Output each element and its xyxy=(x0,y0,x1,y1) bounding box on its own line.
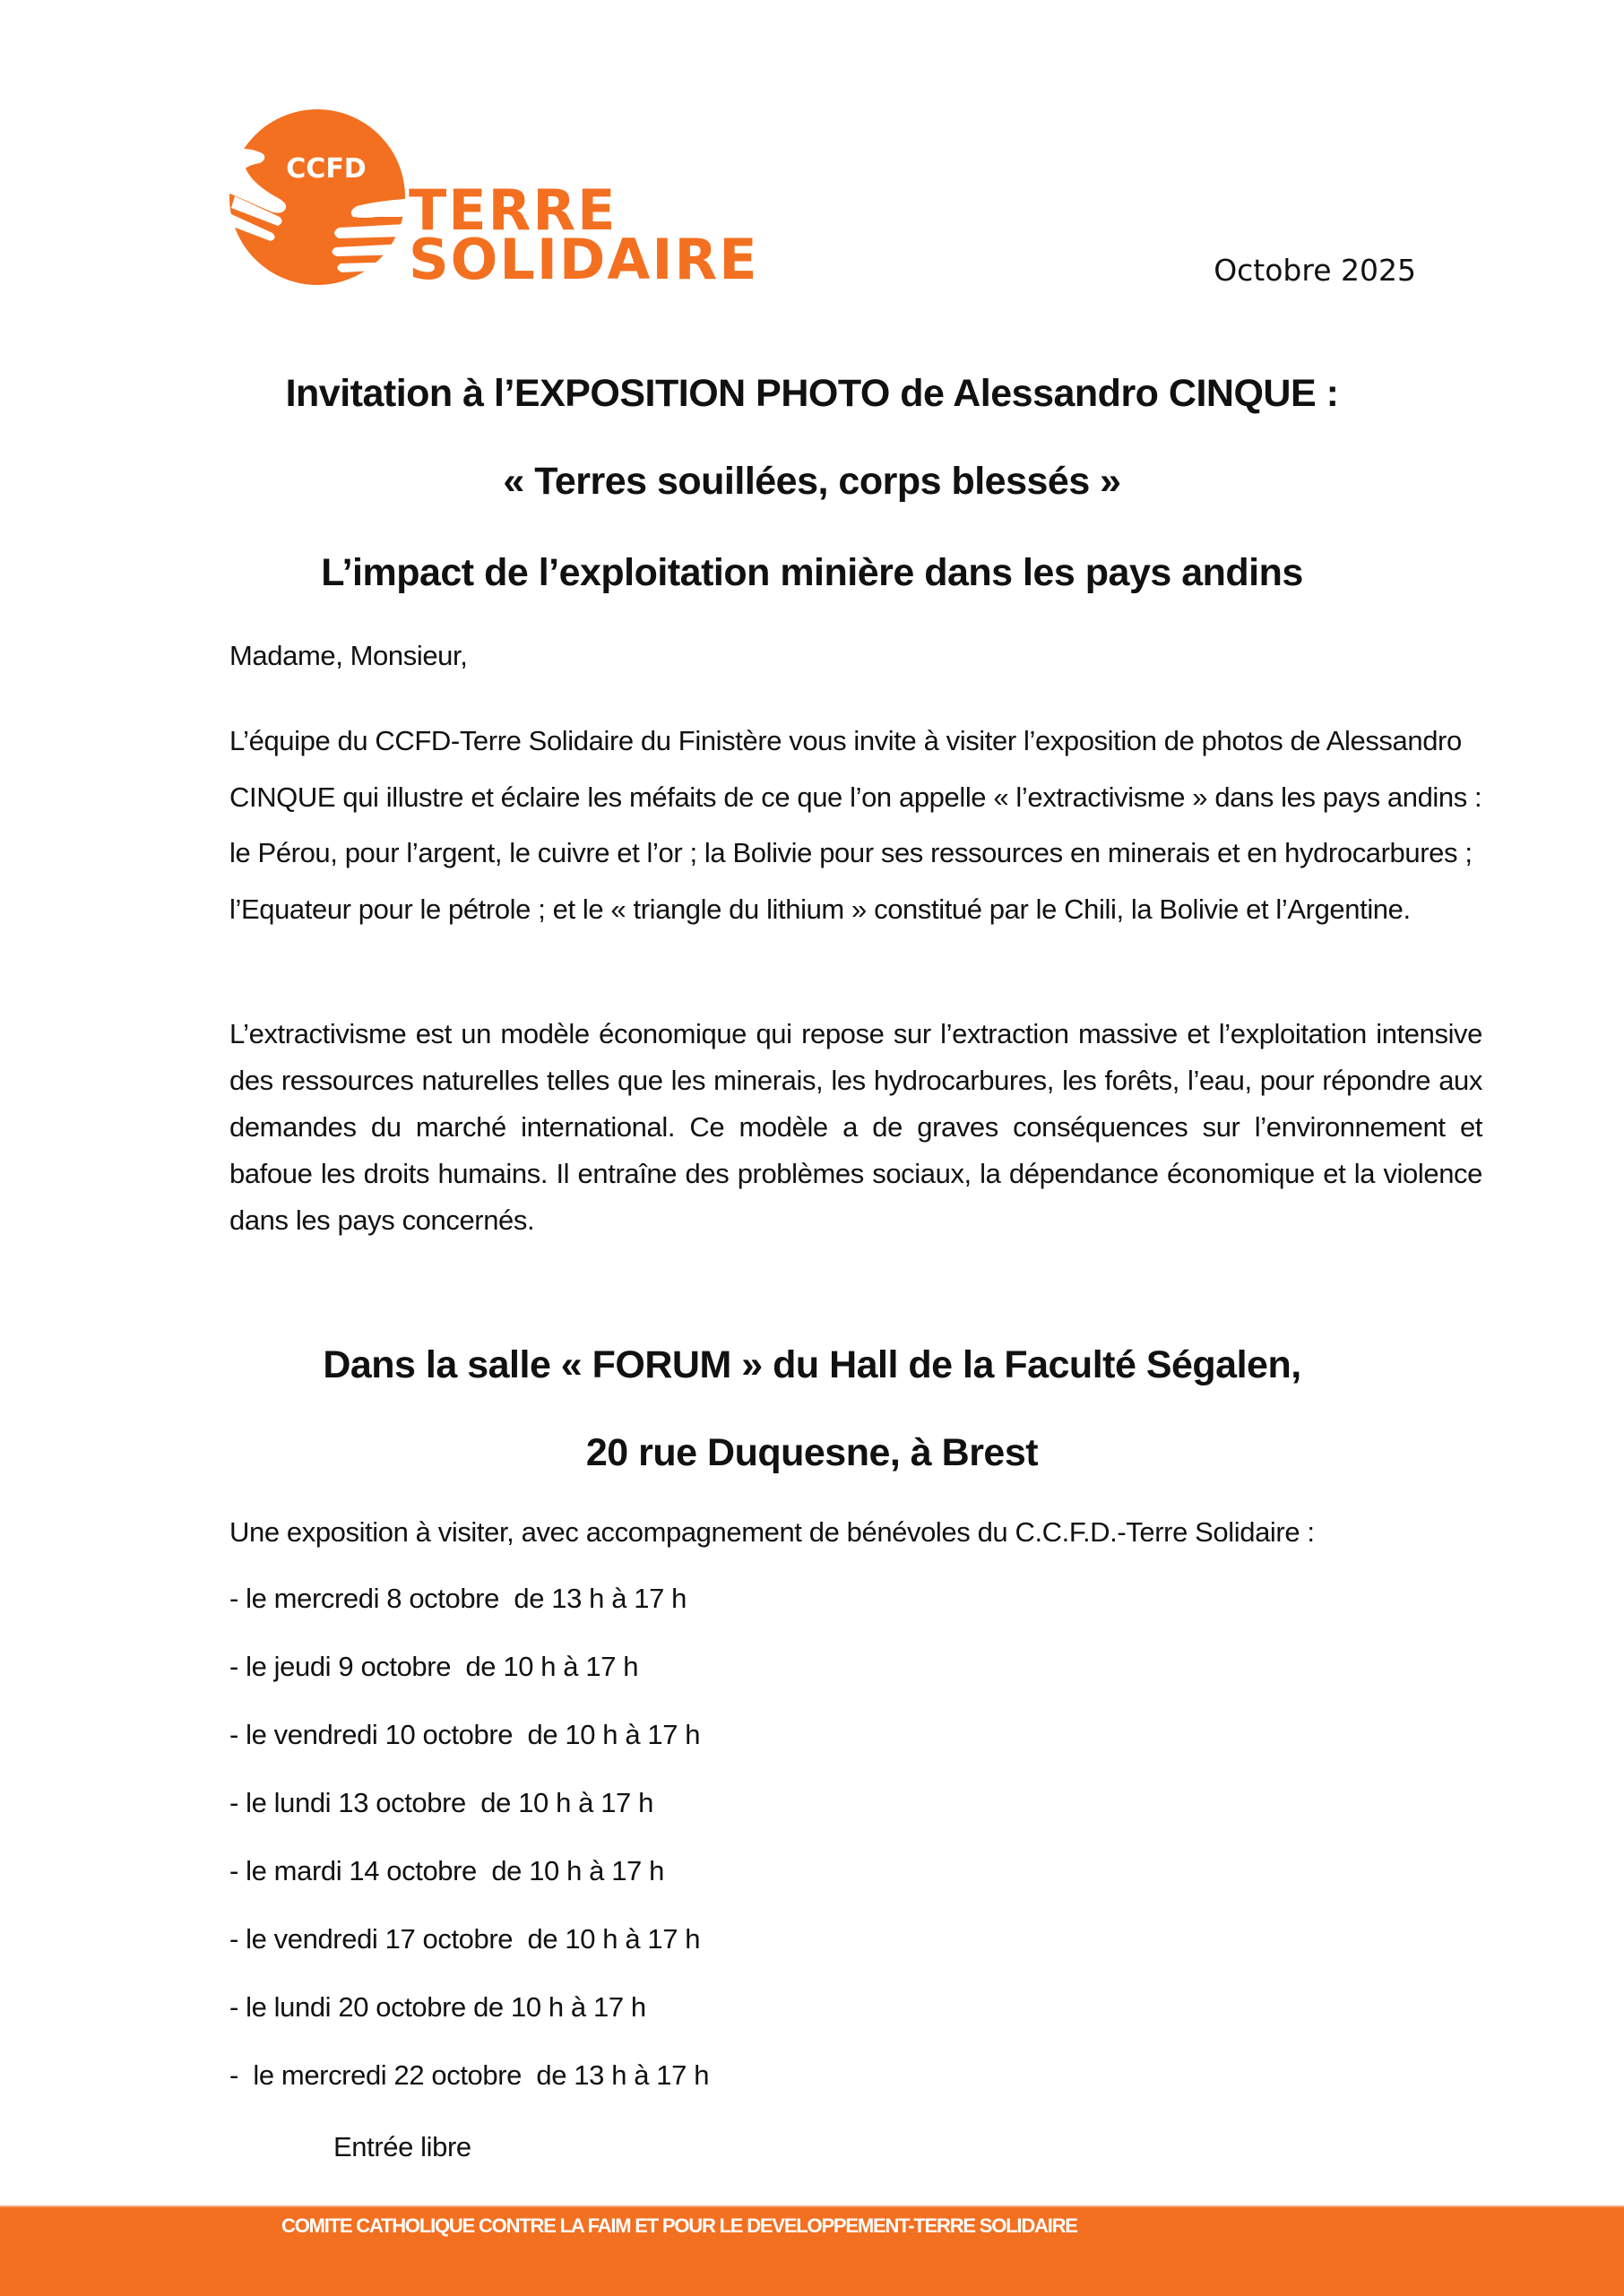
intro-paragraph: L’équipe du CCFD-Terre Solidaire du Finistère vous invite à visiter l’exposition de photos de Alessandro CINQUE qui illustre et éclaire les méfaits de ce que l’on appelle « l’extractivisme » dans les pays andins : le Pérou, pour l’argent, le cuivre et l’or ; la Bolivie pour ses ressources en minerais et en hydrocarbures ; l’Equateur pour le pétrole ; et le « triangle du lithium » constitué par le Chili, la Bolivie et l’Argentine. xyxy=(229,725,1482,925)
schedule-item: - le vendredi 17 octobre de 10 h à 17 h xyxy=(229,1923,701,1955)
schedule-list xyxy=(229,1583,709,2128)
ccfd-terre-solidaire-logo xyxy=(226,102,764,290)
logo-wordmark-terre: TERRE xyxy=(409,177,618,243)
schedule-item: - le mercredi 22 octobre de 13 h à 17 h xyxy=(229,2059,710,2091)
schedule-item: - le vendredi 10 octobre de 10 h à 17 h xyxy=(229,1719,701,1750)
schedule-item: - le jeudi 9 octobre de 10 h à 17 h xyxy=(229,1651,639,1682)
footer-organization-name: COMITE CATHOLIQUE CONTRE LA FAIM ET POUR LE DEVELOPPEMENT-TERRE SOLIDAIRE xyxy=(281,2214,1077,2237)
exhibition-subtitle: L’impact de l’exploitation minière dans les pays andins xyxy=(321,551,1303,594)
salutation: Madame, Monsieur, xyxy=(229,640,468,671)
document-date: Octobre 2025 xyxy=(1214,253,1416,288)
logo-wordmark-solidaire: SOLIDAIRE xyxy=(409,227,759,292)
venue-address: 20 rue Duquesne, à Brest xyxy=(585,1431,1039,1474)
logo-badge-text: CCFD xyxy=(286,153,367,185)
hands-circle-icon xyxy=(226,102,405,290)
exhibition-name: « Terres souillées, corps blessés » xyxy=(503,460,1121,503)
extractivism-paragraph: L’extractivisme est un modèle économique qui repose sur l’extraction massive et l’exploitation intensive des ressources naturelles telles que les minerais, les hydrocarbures, les forêts, l’eau, pour répondre aux demandes du marché international. Ce modèle a de graves conséquences sur l’environnement et bafoue les droits humains. Il entraîne des problèmes sociaux, la dépendance économique et la violence dans les pays concernés. xyxy=(229,1018,1482,1236)
schedule-item: - le lundi 20 octobre de 10 h à 17 h xyxy=(229,1991,646,2023)
schedule-item: - le mardi 14 octobre de 10 h à 17 h xyxy=(229,1855,664,1886)
schedule-intro: Une exposition à visiter, avec accompagnement de bénévoles du C.C.F.D.-Terre Solidaire : xyxy=(229,1516,1315,1548)
free-admission-note: Entrée libre xyxy=(333,2131,471,2162)
footer-band xyxy=(0,2205,1624,2296)
invitation-title: Invitation à l’EXPOSITION PHOTO de Alessandro CINQUE : xyxy=(285,372,1339,415)
schedule-item: - le mercredi 8 octobre de 13 h à 17 h xyxy=(229,1583,687,1614)
schedule-item: - le lundi 13 octobre de 10 h à 17 h xyxy=(229,1787,653,1818)
venue-room: Dans la salle « FORUM » du Hall de la Faculté Ségalen, xyxy=(323,1343,1301,1386)
